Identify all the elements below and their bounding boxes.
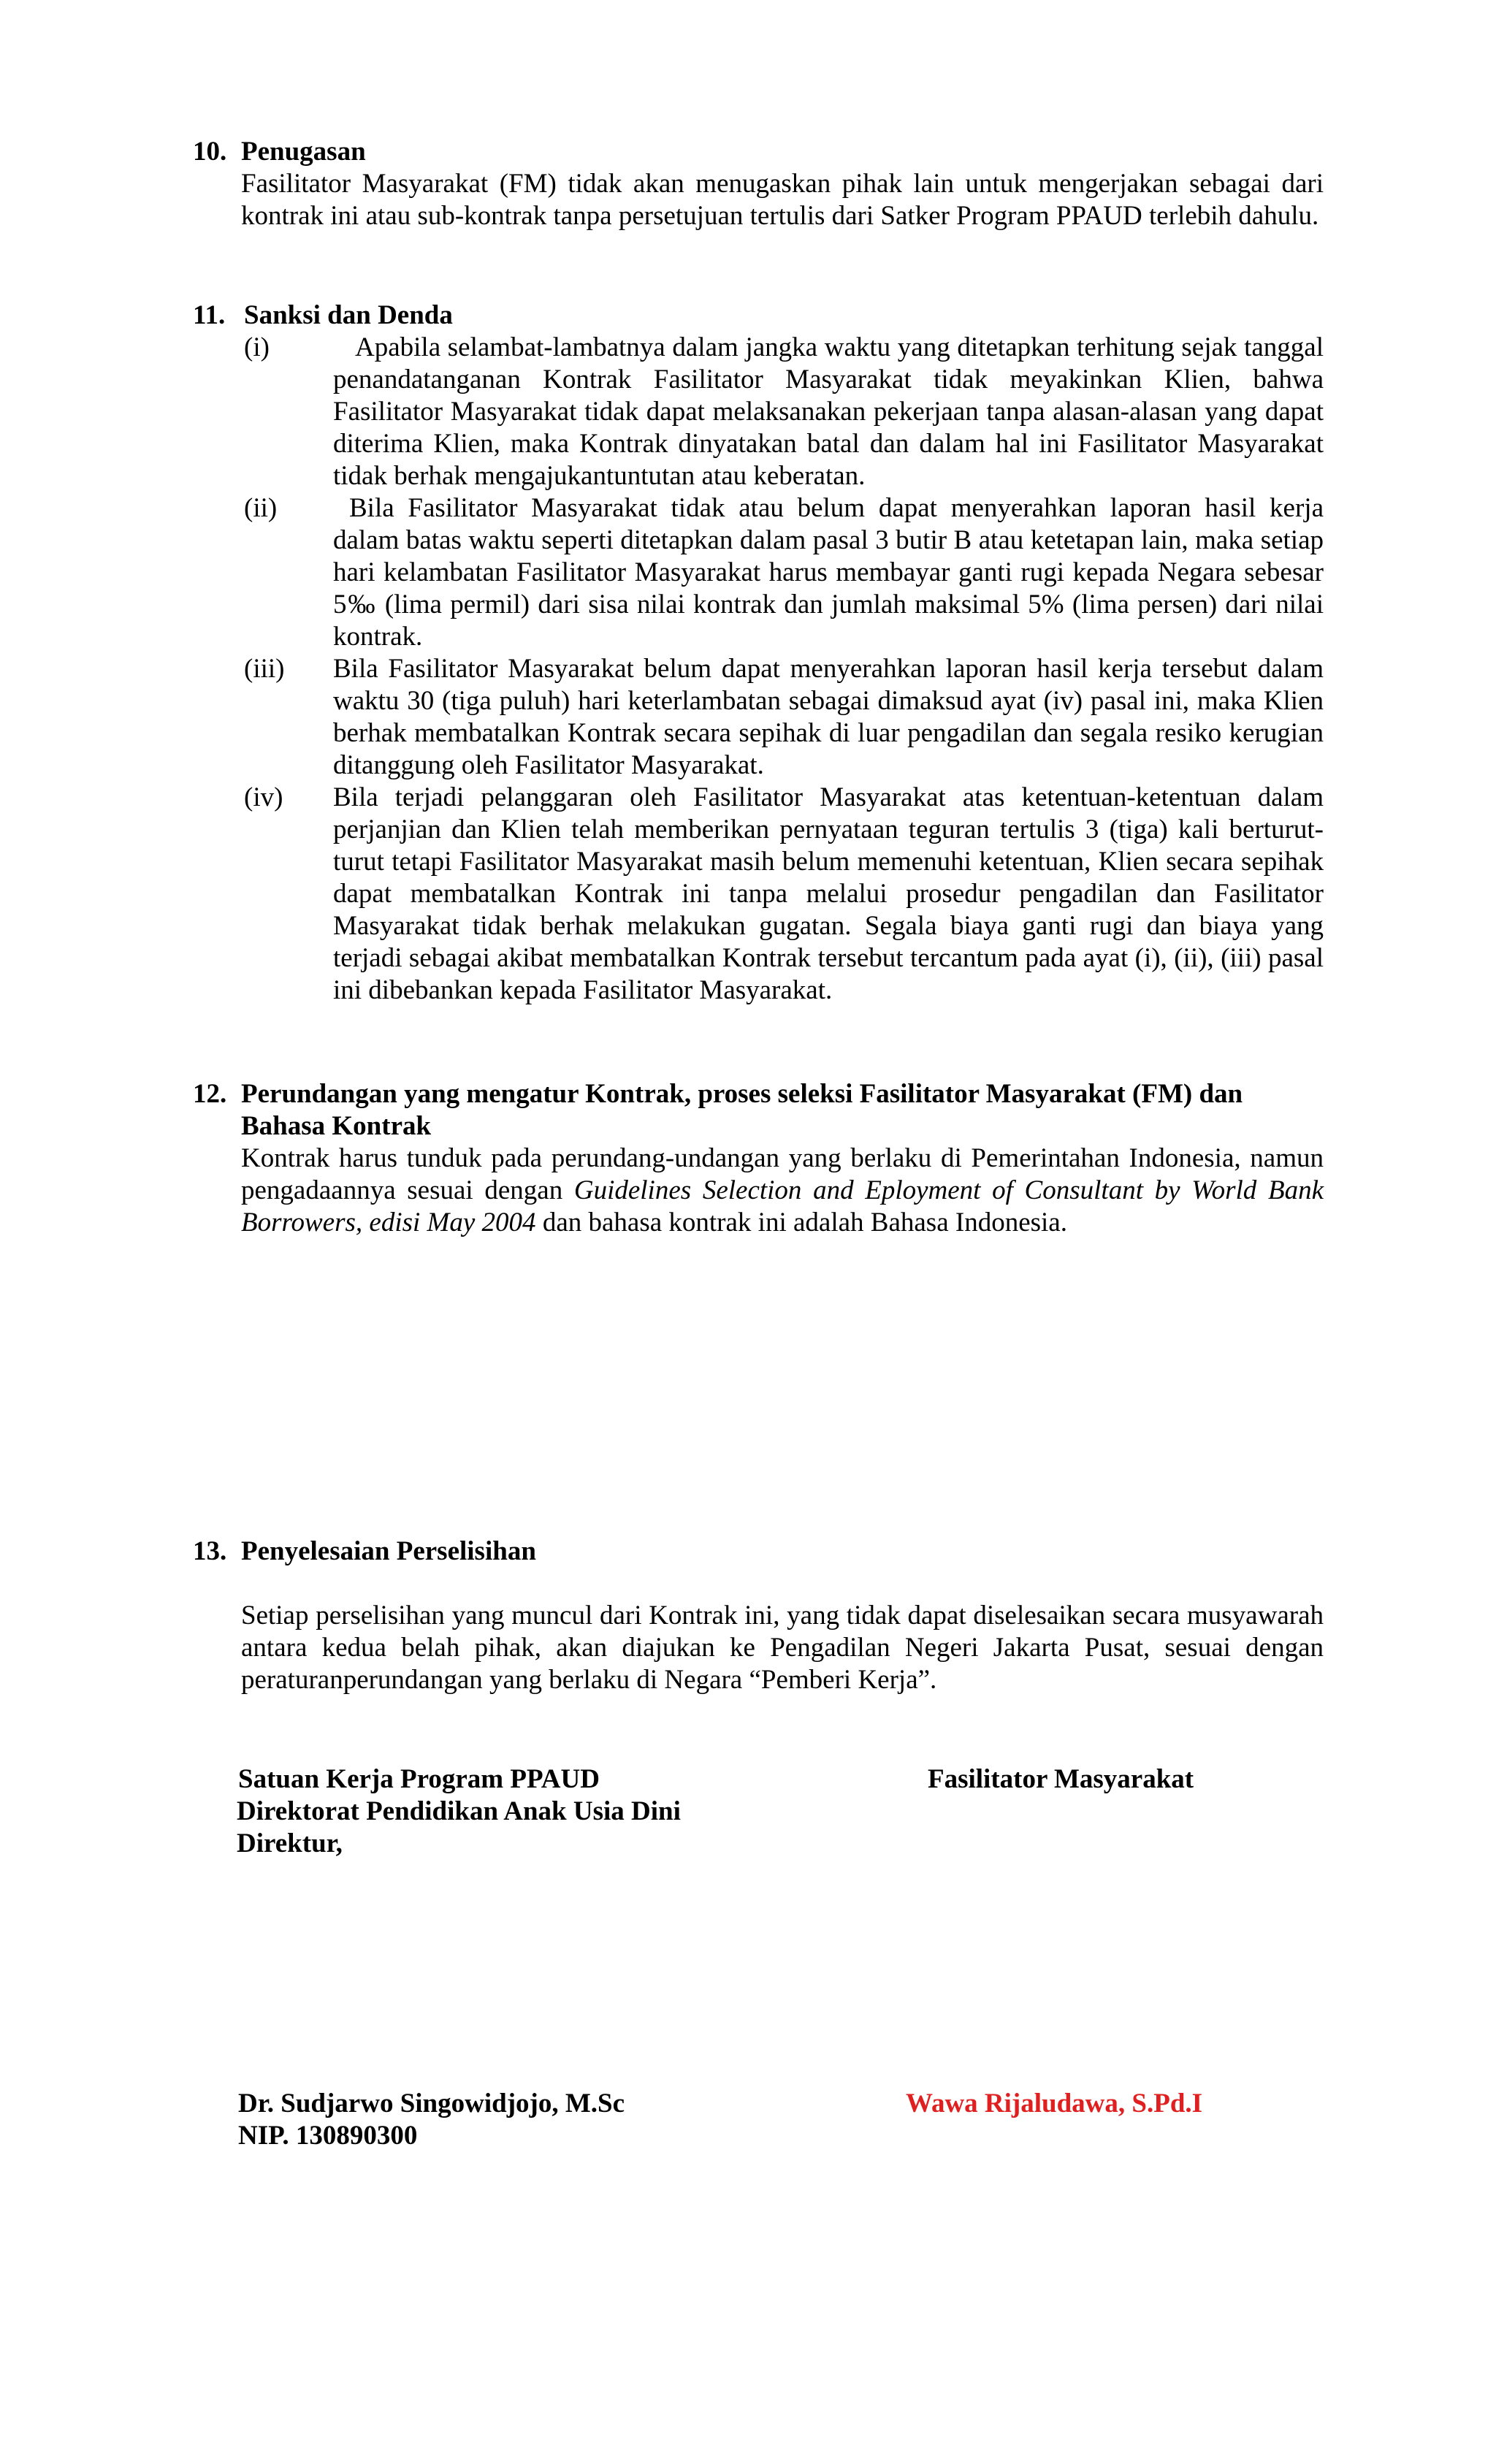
section-number: 11. [193, 300, 226, 330]
section-title: Penugasan [241, 137, 366, 167]
signatory-unit: Satuan Kerja Program PPAUD [238, 1764, 600, 1794]
signature-left-header [238, 1763, 681, 1860]
section-13-heading [193, 1536, 1324, 1568]
section-number: 10. [193, 137, 227, 167]
clause-label: (iv) [244, 782, 283, 812]
guidelines-reference: Guidelines Selection and Eployment of Consultant by World Bank Borrowers, edisi May 2004 [241, 1175, 1324, 1237]
section-12-text [241, 1143, 1324, 1239]
section-title: Penyelesaian Perselisihan [241, 1536, 536, 1566]
signatory-directorate: Direktorat Pendidikan Anak Usia Dini [237, 1796, 681, 1826]
section-number: 12. [193, 1079, 227, 1109]
clause-text: Bila terjadi pelanggaran oleh Fasilitator Masyarakat atas ketentuan-ketentuan dalam perjanjian dan Klien telah memberikan pernyataan teguran tertulis 3 (tiga) kali berturut-turut tetapi Fasilitator Masyarakat masih belum memenuhi ketentuan, Klien secara sepihak dapat membatalkan Kontrak ini tanpa melalui prosedur pengadilan dan Fasilitator Masyarakat tidak berhak melakukan gugatan. Segala biaya ganti rugi dan biaya yang terjadi sebagai akibat membatalkan Kontrak tersebut tercantum pada ayat (i), (ii), (iii) pasal ini dibebankan kepada Fasilitator Masyarakat. [333, 782, 1324, 1005]
section-10-text: Fasilitator Masyarakat (FM) tidak akan menugaskan pihak lain untuk mengerjakan sebagai dari kontrak ini atau sub-kontrak tanpa persetujuan tertulis dari Satker Program PPAUD terlebih dahulu. [241, 169, 1324, 231]
signature-right-name [906, 2088, 1202, 2120]
section-11-heading [193, 300, 1324, 332]
section-12-text-end: dan bahasa kontrak ini adalah Bahasa Indonesia. [535, 1208, 1067, 1237]
clause-ii [244, 492, 1324, 653]
section-11 [193, 300, 1324, 1007]
signatory-name: Dr. Sudjarwo Singowidjojo, M.Sc [238, 2089, 625, 2118]
signatory-position: Direktur, [237, 1828, 343, 1858]
signatory-name: Wawa Rijaludawa, S.Pd.I [906, 2089, 1203, 2118]
section-13 [193, 1536, 1324, 1696]
signature-left-name [238, 2088, 625, 2152]
section-title: Sanksi dan Denda [244, 300, 453, 330]
section-title: Perundangan yang mengatur Kontrak, proses seleksi Fasilitator Masyarakat (FM) dan Bahasa Kontrak [241, 1079, 1243, 1141]
section-10-heading [193, 136, 1324, 168]
signatory-role: Fasilitator Masyarakat [928, 1764, 1194, 1794]
clause-iv [244, 782, 1324, 1007]
clause-i [244, 332, 1324, 492]
clause-text: Bila Fasilitator Masyarakat belum dapat menyerahkan laporan hasil kerja tersebut dalam waktu 30 (tiga puluh) hari keterlambatan sebagai dimaksud ayat (iv) pasal ini, maka Klien berhak membatalkan Kontrak secara sepihak di luar pengadilan dan segala resiko kerugian ditanggung oleh Fasilitator Masyarakat. [333, 654, 1324, 780]
clause-iii [244, 653, 1324, 782]
section-12 [193, 1078, 1324, 1239]
section-10 [193, 136, 1324, 232]
clause-label: (i) [244, 332, 270, 362]
section-12-heading [193, 1078, 1324, 1143]
clause-text: Apabila selambat-lambatnya dalam jangka waktu yang ditetapkan terhitung sejak tanggal penandatanganan Kontrak Fasilitator Masyarakat tidak meyakinkan Klien, bahwa Fasilitator Masyarakat tidak dapat melaksanakan pekerjaan tanpa alasan-alasan yang dapat diterima Klien, maka Kontrak dinyatakan batal dan dalam hal ini Fasilitator Masyarakat tidak berhak mengajukantuntutan atau keberatan. [333, 332, 1324, 491]
signatory-nip: NIP. 130890300 [238, 2121, 418, 2151]
clause-label: (ii) [244, 493, 278, 523]
signature-right-header [928, 1763, 1194, 1796]
section-12-text-start: Kontrak harus tunduk pada perundang-undangan yang berlaku di Pemerintahan Indonesia, namun pengadaannya sesuai dengan [241, 1143, 1324, 1205]
clause-text: Bila Fasilitator Masyarakat tidak atau belum dapat menyerahkan laporan hasil kerja dalam batas waktu seperti ditetapkan dalam pasal 3 butir B atau ketetapan lain, maka setiap hari kelambatan Fasilitator Masyarakat harus membayar ganti rugi kepada Negara sebesar 5‰ (lima permil) dari sisa nilai kontrak dan jumlah maksimal 5% (lima persen) dari nilai kontrak. [333, 493, 1324, 652]
section-13-text: Setiap perselisihan yang muncul dari Kontrak ini, yang tidak dapat diselesaikan secara musyawarah antara kedua belah pihak, akan diajukan ke Pengadilan Negeri Jakarta Pusat, sesuai dengan peraturanperundangan yang berlaku di Negara “Pemberi Kerja”. [241, 1601, 1324, 1695]
section-number: 13. [193, 1536, 227, 1566]
clause-label: (iii) [244, 654, 285, 684]
